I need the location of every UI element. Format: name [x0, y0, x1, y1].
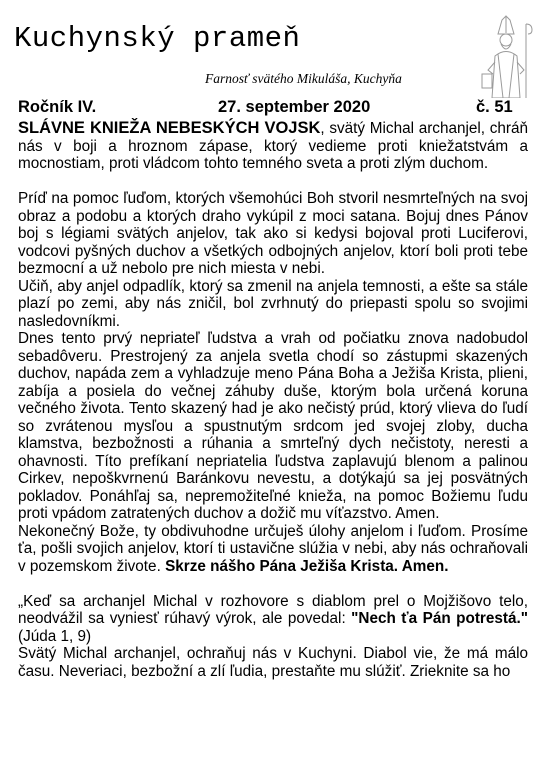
prayer-paragraph-2: Učiň, aby anjel odpadlík, ktorý sa zmenil na anjela temnosti, a ešte sa stále plazí po zemi, aby nás zničil, bol zvrhnutý do priepasti spolu so svojimi nasledovníkmi.	[18, 277, 528, 330]
parish-subtitle: Farnosť svätého Mikuláša, Kuchyňa	[205, 71, 402, 86]
prayer-paragraph-4-bold: Skrze nášho Pána Ježiša Krista. Amen.	[165, 557, 449, 575]
masthead-title: Kuchynský prameň	[14, 22, 301, 55]
article-body	[18, 120, 528, 680]
issue-date: 27. september 2020	[218, 98, 371, 116]
prayer-intro-text: , svätý Michal archanjel, chráň nás v boji a hroznom zápase, ktorý vedieme proti kniežatstvám a mocnostiam, proti vládcom tohto temného sveta a proti zlým duchom.	[18, 120, 528, 172]
quote-reference: (Júda 1, 9)	[18, 627, 92, 645]
saint-nicholas-illustration	[476, 14, 534, 98]
quote-text: „Keď sa archanjel Michal v rozhovore s diablom prel o Mojžišovo telo, neodvážil sa vyniesť rúhavý výrok, ale povedal:	[18, 592, 528, 627]
issue-info-line	[18, 98, 528, 118]
volume-label: Ročník IV.	[18, 98, 97, 116]
prayer-paragraph-1: Príď na pomoc ľuďom, ktorých všemohúci Boh stvoril nesmrteľných na svoj obraz a podobu a ktorých draho vykúpil z moci satana. Bojuj dnes Pánov boj s légiami svätých anjelov, tak ako si kedysi bojoval proti Luciferovi, vodcovi pyšných duchov a všetkých odbojných anjelov, ktorí boli proti tebe bezmocní a už nebolo pre nich miesta v nebi.	[18, 190, 528, 277]
closing-paragraph: Svätý Michal archanjel, ochraňuj nás v Kuchyni. Diabol vie, že má málo času. Neveriaci, bezbožní a zlí ľudia, prestaňte mu slúžiť. Zrieknite sa ho	[18, 645, 528, 680]
quote-bold: "Nech ťa Pán potrestá."	[351, 610, 528, 627]
prayer-intro	[18, 120, 528, 173]
prayer-paragraph-3: Dnes tento prvý nepriateľ ľudstva a vrah od počiatku znova nadobudol sebadôveru. Prestrojený za anjela svetla chodí so zástupmi skazených duchov, napáda zem a vyhladzuje meno Pána Boha a Ježiša Krista, plieni, zabíja a posiela do večnej záhuby duše, ktorým bola určená koruna večného života. Tento skazený had je ako nečistý prúd, ktorý vlieva do ľudí so zvrátenou mysľou a spustnutým srdcom jed svojej zloby, ducha klamstva, bezbožnosti a rúhania a smrteľný dych nečistoty, neresti a ohavnosti. Títo prefíkaní nepriatelia ľudstva zaplavujú blenom a palinou Cirkev, nepoškvrnenú Baránkovu nevestu, a dotýkajú sa jej posvätných pokladov. Ponáhľaj sa, nepremožiteľné knieža, na pomoc Božiemu ľudu proti vpádom zatratených duchov a dožič mu víťazstvo. Amen.	[18, 330, 528, 522]
prayer-paragraph-4-text: Nekonečný Bože, ty obdivuhodne určuješ úlohy anjelom i ľuďom. Prosíme ťa, pošli svojich anjelov, ktorí ti ustavične slúžia v nebi, aby nás ochraňovali v pozemskom živote.	[18, 522, 528, 575]
prayer-heading: SLÁVNE KNIEŽA NEBESKÝCH VOJSK	[18, 119, 321, 137]
issue-number: č. 51	[476, 98, 513, 116]
quote-paragraph	[18, 593, 528, 646]
prayer-paragraph-4	[18, 523, 528, 576]
